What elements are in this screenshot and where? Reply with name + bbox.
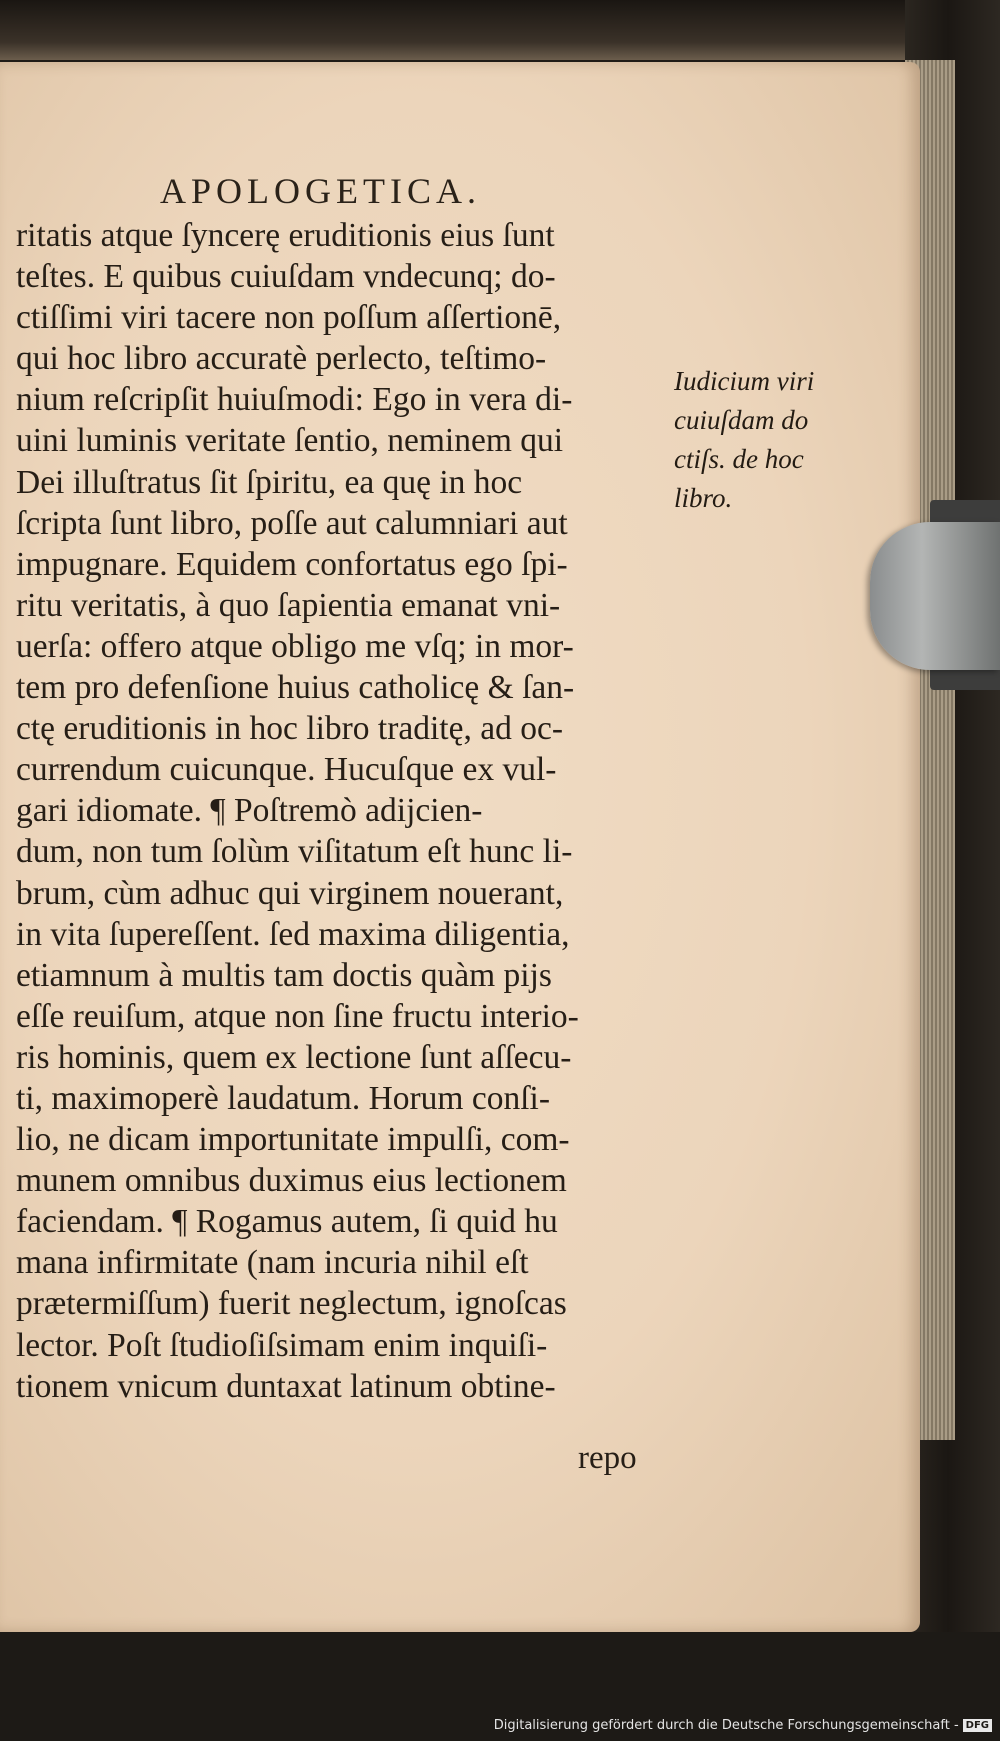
text-line: munem omnibus duximus eius lectionem [16, 1162, 567, 1200]
text-line: nium reſcripſit huiuſmodi: Ego in vera di- [16, 381, 573, 419]
text-line: Dei illuſtratus ſit ſpiritu, ea quę in hoc [16, 463, 523, 501]
text-line: currendum cuicunque. Hucuſque ex vul- [16, 751, 557, 789]
text-line: in vita ſupereſſent. ſed maxima diligentia, [16, 915, 570, 953]
text-line: ritatis atque ſyncerę eruditionis eius ſunt [16, 217, 555, 254]
book-top-edge [0, 0, 905, 60]
text-line: faciendam. ¶ Rogamus autem, ſi quid hu [16, 1203, 558, 1241]
marginal-note [674, 362, 854, 518]
marginal-note-line: Iudicium viri [674, 366, 815, 396]
text-line: lector. Poſt ſtudioſiſsimam enim inquiſi- [16, 1326, 548, 1364]
dfg-logo: DFG [963, 1719, 992, 1732]
text-line: uerſa: offero atque obligo me vſq; in mor- [16, 627, 574, 665]
running-head: APOLOGETICA. [160, 171, 481, 211]
text-line: prætermiſſum) fuerit neglectum, ignoſcas [16, 1285, 567, 1323]
text-line: teſtes. E quibus cuiuſdam vndecunq; do- [16, 258, 556, 296]
text-line: ti, maximoperè laudatum. Horum conſi- [16, 1079, 551, 1117]
text-line: qui hoc libro accuratè perlecto, teſtimo- [16, 340, 547, 378]
text-line: ctę eruditionis in hoc libro traditę, ad oc- [16, 710, 563, 748]
text-line: dum, non tum ſolùm viſitatum eſt hunc li- [16, 833, 573, 871]
text-line: ctiſſimi viri tacere non poſſum aſſertionē, [16, 299, 562, 337]
text-line: brum, cùm adhuc qui virginem nouerant, [16, 874, 564, 912]
marginal-note-line: libro. [674, 483, 733, 513]
credit-text: Digitalisierung gefördert durch die Deutsche Forschungsgemeinschaft - [493, 1718, 959, 1733]
main-text-block [16, 215, 676, 1407]
text-line: lio, ne dicam importunitate impulſi, com- [16, 1121, 570, 1159]
text-line: gari idiomate. ¶ Poſtremò adijcien- [16, 792, 483, 830]
text-line: eſſe reuiſum, atque non ſine fructu interio- [16, 997, 579, 1035]
text-line: tionem vnicum duntaxat latinum obtine- [16, 1367, 556, 1405]
text-line: uini luminis veritate ſentio, neminem qui [16, 422, 564, 460]
text-line: ſcripta ſunt libro, poſſe aut calumniari aut [16, 504, 568, 542]
text-line: ris hominis, quem ex lectione ſunt aſſecu- [16, 1038, 572, 1076]
digitization-credit [494, 1718, 992, 1733]
marginal-note-line: ctiſs. de hoc [674, 444, 804, 474]
text-line: etiamnum à multis tam doctis quàm pijs [16, 956, 552, 994]
text-line: tem pro defenſione huius catholicę & ſan- [16, 669, 575, 707]
text-line: impugnare. Equidem confortatus ego ſpi- [16, 545, 568, 583]
text-line: mana infirmitate (nam incuria nihil eſt [16, 1244, 529, 1282]
text-line: ritu veritatis, à quo ſapientia emanat vni- [16, 586, 561, 624]
marginal-note-line: cuiuſdam do [674, 405, 809, 435]
bookmark-ribbon [870, 522, 1000, 670]
catchword: repo [578, 1440, 637, 1476]
